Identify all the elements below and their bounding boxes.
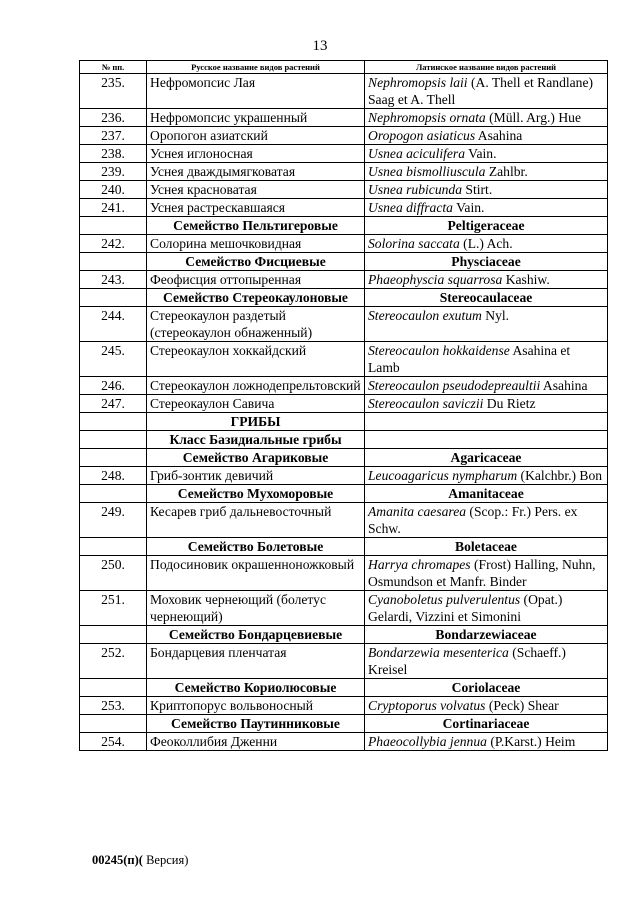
species-latin-binomial: Bondarzewia mesenterica xyxy=(368,645,509,660)
species-latin-author: (Schaeff.) Kreisel xyxy=(368,645,566,677)
footer-label: Версия) xyxy=(142,853,189,867)
family-num-cell xyxy=(80,626,147,644)
species-row xyxy=(80,556,608,591)
family-latin-name: Bondarzewiaceae xyxy=(365,626,608,644)
table-body xyxy=(80,74,608,751)
header-russian-name: Русское название видов растений xyxy=(147,61,365,74)
species-russian-name: Стереокаулон хоккайдский xyxy=(147,342,365,377)
species-latin-author: (Scop.: Fr.) Pers. ex Schw. xyxy=(368,504,578,536)
species-latin-binomial: Nephromopsis laii xyxy=(368,75,468,90)
family-russian-name: Семейство Стереокаулоновые xyxy=(147,289,365,307)
species-latin-author: Asahina et Lamb xyxy=(368,343,571,375)
species-row xyxy=(80,697,608,715)
species-russian-name: Моховик чернеющий (болетус чернеющий) xyxy=(147,591,365,626)
species-row xyxy=(80,395,608,413)
species-latin-cell xyxy=(365,145,608,163)
table-header-row xyxy=(80,61,608,74)
species-latin-cell xyxy=(365,235,608,253)
species-latin-binomial: Solorina saccata xyxy=(368,236,460,251)
species-row xyxy=(80,74,608,109)
family-row xyxy=(80,449,608,467)
header-latin-name: Латинское название видов растений xyxy=(365,61,608,74)
species-russian-name: Оропогон азиатский xyxy=(147,127,365,145)
species-row xyxy=(80,503,608,538)
species-row xyxy=(80,109,608,127)
species-latin-binomial: Phaeophyscia squarrosa xyxy=(368,272,503,287)
species-russian-name: Уснея растрескавшаяся xyxy=(147,199,365,217)
species-number: 239. xyxy=(80,163,147,181)
species-table xyxy=(79,60,608,751)
family-russian-name: Семейство Кориолюсовые xyxy=(147,679,365,697)
species-russian-name: Стереокаулон раздетый (стереокаулон обнаженный) xyxy=(147,307,365,342)
species-row xyxy=(80,181,608,199)
family-row xyxy=(80,253,608,271)
page-number: 13 xyxy=(312,38,328,54)
family-row xyxy=(80,626,608,644)
species-number: 237. xyxy=(80,127,147,145)
species-latin-author: Kashiw. xyxy=(502,272,550,287)
species-number: 246. xyxy=(80,377,147,395)
species-latin-binomial: Harrya chromapes xyxy=(368,557,471,572)
species-russian-name: Кесарев гриб дальневосточный xyxy=(147,503,365,538)
species-russian-name: Уснея дваждымягковатая xyxy=(147,163,365,181)
family-row xyxy=(80,431,608,449)
family-latin-name: Coriolaceae xyxy=(365,679,608,697)
species-row xyxy=(80,145,608,163)
species-latin-binomial: Oropogon asiaticus xyxy=(368,128,476,143)
species-number: 253. xyxy=(80,697,147,715)
species-russian-name: Феофисция оттопыренная xyxy=(147,271,365,289)
family-latin-name: Peltigeraceae xyxy=(365,217,608,235)
family-latin-name: Boletaceae xyxy=(365,538,608,556)
family-num-cell xyxy=(80,485,147,503)
species-latin-binomial: Usnea diffracta xyxy=(368,200,453,215)
species-russian-name: Подосиновик окрашенноножковый xyxy=(147,556,365,591)
family-row xyxy=(80,538,608,556)
species-latin-author: (P.Karst.) Heim xyxy=(486,734,576,749)
family-num-cell xyxy=(80,715,147,733)
species-row xyxy=(80,235,608,253)
family-num-cell xyxy=(80,679,147,697)
species-row xyxy=(80,591,608,626)
species-latin-cell xyxy=(365,644,608,679)
species-row xyxy=(80,307,608,342)
species-latin-binomial: Stereocaulon hokkaidense xyxy=(368,343,510,358)
footer xyxy=(92,853,188,868)
species-latin-author: (Müll. Arg.) Hue xyxy=(485,110,581,125)
species-number: 236. xyxy=(80,109,147,127)
species-latin-binomial: Cyanoboletus pulverulentus xyxy=(368,592,521,607)
species-row xyxy=(80,644,608,679)
species-number: 245. xyxy=(80,342,147,377)
family-latin-name xyxy=(365,431,608,449)
species-latin-binomial: Amanita caesarea xyxy=(368,504,467,519)
family-row xyxy=(80,217,608,235)
family-russian-name: Семейство Болетовые xyxy=(147,538,365,556)
family-russian-name: Семейство Паутинниковые xyxy=(147,715,365,733)
species-number: 249. xyxy=(80,503,147,538)
family-russian-name: Семейство Пельтигеровые xyxy=(147,217,365,235)
species-latin-author: Zahlbr. xyxy=(485,164,528,179)
species-number: 241. xyxy=(80,199,147,217)
species-latin-cell xyxy=(365,467,608,485)
header-num: № пп. xyxy=(80,61,147,74)
family-row xyxy=(80,679,608,697)
species-latin-cell xyxy=(365,733,608,751)
species-latin-cell xyxy=(365,503,608,538)
family-latin-name: Physciaceae xyxy=(365,253,608,271)
species-latin-binomial: Nephromopsis ornata xyxy=(368,110,486,125)
family-russian-name: Семейство Агариковые xyxy=(147,449,365,467)
species-russian-name: Нефромопсис украшенный xyxy=(147,109,365,127)
species-latin-cell xyxy=(365,271,608,289)
species-latin-author: Asahina xyxy=(475,128,523,143)
family-num-cell xyxy=(80,413,147,431)
family-row xyxy=(80,485,608,503)
species-latin-cell xyxy=(365,342,608,377)
family-row xyxy=(80,413,608,431)
family-row xyxy=(80,715,608,733)
family-num-cell xyxy=(80,538,147,556)
species-latin-cell xyxy=(365,109,608,127)
family-num-cell xyxy=(80,449,147,467)
species-latin-author: Stirt. xyxy=(462,182,493,197)
species-number: 247. xyxy=(80,395,147,413)
species-latin-cell xyxy=(365,163,608,181)
family-row xyxy=(80,289,608,307)
species-latin-author: (Opat.) Gelardi, Vizzini et Simonini xyxy=(368,592,563,624)
species-russian-name: Стереокаулон Савича xyxy=(147,395,365,413)
species-latin-author: (Kalchbr.) Bon xyxy=(517,468,603,483)
species-row xyxy=(80,163,608,181)
species-latin-binomial: Usnea bismolliuscula xyxy=(368,164,486,179)
species-latin-author: Du Rietz xyxy=(483,396,536,411)
family-latin-name: Cortinariaceae xyxy=(365,715,608,733)
species-latin-binomial: Stereocaulon exutum xyxy=(368,308,482,323)
species-latin-cell xyxy=(365,591,608,626)
species-latin-binomial: Leucoagaricus nympharum xyxy=(368,468,518,483)
species-number: 235. xyxy=(80,74,147,109)
species-number: 248. xyxy=(80,467,147,485)
species-row xyxy=(80,342,608,377)
species-number: 240. xyxy=(80,181,147,199)
species-latin-cell xyxy=(365,74,608,109)
family-num-cell xyxy=(80,253,147,271)
species-row xyxy=(80,377,608,395)
species-latin-author: (L.) Ach. xyxy=(459,236,513,251)
species-row xyxy=(80,127,608,145)
species-number: 243. xyxy=(80,271,147,289)
species-number: 238. xyxy=(80,145,147,163)
family-latin-name: Stereocaulaceae xyxy=(365,289,608,307)
species-latin-binomial: Cryptoporus volvatus xyxy=(368,698,486,713)
species-latin-author: Asahina xyxy=(540,378,588,393)
species-latin-cell xyxy=(365,307,608,342)
species-latin-author: Vain. xyxy=(465,146,497,161)
species-latin-binomial: Usnea aciculifera xyxy=(368,146,466,161)
species-latin-cell xyxy=(365,377,608,395)
species-row xyxy=(80,733,608,751)
family-num-cell xyxy=(80,289,147,307)
species-latin-binomial: Phaeocollybia jennua xyxy=(368,734,487,749)
species-latin-cell xyxy=(365,199,608,217)
species-row xyxy=(80,199,608,217)
species-number: 250. xyxy=(80,556,147,591)
family-russian-name: Семейство Мухоморовые xyxy=(147,485,365,503)
species-number: 244. xyxy=(80,307,147,342)
species-russian-name: Криптопорус вольвоносный xyxy=(147,697,365,715)
species-latin-binomial: Usnea rubicunda xyxy=(368,182,463,197)
species-latin-binomial: Stereocaulon pseudodepreaultii xyxy=(368,378,541,393)
species-latin-binomial: Stereocaulon saviczii xyxy=(368,396,484,411)
species-row xyxy=(80,271,608,289)
species-russian-name: Нефромопсис Лая xyxy=(147,74,365,109)
family-latin-name xyxy=(365,413,608,431)
species-russian-name: Стереокаулон ложнодепрельтовский xyxy=(147,377,365,395)
species-latin-author: (A. Thell et Randlane) Saag et A. Thell xyxy=(368,75,594,107)
species-latin-author: (Peck) Shear xyxy=(485,698,559,713)
family-russian-name: Семейство Бондарцевиевые xyxy=(147,626,365,644)
species-latin-cell xyxy=(365,127,608,145)
species-number: 242. xyxy=(80,235,147,253)
species-latin-cell xyxy=(365,395,608,413)
species-russian-name: Уснея красноватая xyxy=(147,181,365,199)
species-russian-name: Солорина мешочковидная xyxy=(147,235,365,253)
family-num-cell xyxy=(80,431,147,449)
species-latin-author: Nyl. xyxy=(481,308,510,323)
species-latin-cell xyxy=(365,556,608,591)
family-russian-name: Семейство Фисциевые xyxy=(147,253,365,271)
family-russian-name: Класс Базидиальные грибы xyxy=(147,431,365,449)
family-latin-name: Amanitaceae xyxy=(365,485,608,503)
species-latin-author: Vain. xyxy=(452,200,485,215)
species-number: 252. xyxy=(80,644,147,679)
species-russian-name: Гриб-зонтик девичий xyxy=(147,467,365,485)
species-latin-author: (Frost) Halling, Nuhn, Osmundson et Manfr. Binder xyxy=(368,557,596,589)
species-latin-cell xyxy=(365,181,608,199)
species-russian-name: Уснея иглоносная xyxy=(147,145,365,163)
species-row xyxy=(80,467,608,485)
family-latin-name: Agaricaceae xyxy=(365,449,608,467)
species-number: 254. xyxy=(80,733,147,751)
species-russian-name: Феоколлибия Дженни xyxy=(147,733,365,751)
family-russian-name: ГРИБЫ xyxy=(147,413,365,431)
species-latin-cell xyxy=(365,697,608,715)
footer-code: 00245(п)( xyxy=(92,853,143,867)
species-russian-name: Бондарцевия пленчатая xyxy=(147,644,365,679)
species-number: 251. xyxy=(80,591,147,626)
family-num-cell xyxy=(80,217,147,235)
